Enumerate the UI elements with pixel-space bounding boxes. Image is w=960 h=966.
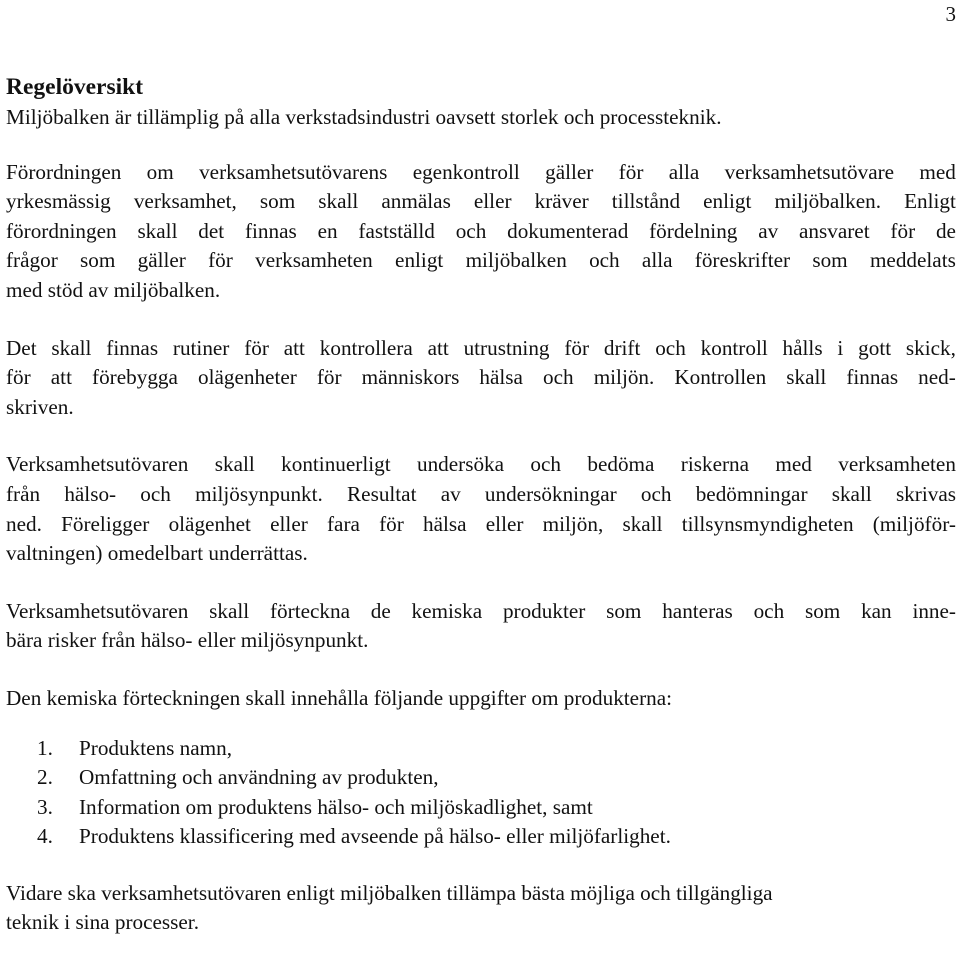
word: skrivas (895, 481, 956, 506)
intro-line: Miljöbalken är tillämplig på alla verkstadsindustri oavsett storlek och processteknik. (6, 105, 722, 129)
word: att (283, 335, 305, 360)
word: ansvaret (799, 218, 870, 243)
word: de (370, 598, 391, 623)
word: verksamhetsutövarens (199, 159, 388, 184)
text-line: valtningen) omedelbart underrättas. (6, 541, 308, 566)
word: förebygga (92, 365, 178, 390)
list-item-text: Omfattning och användning av produkten, (79, 765, 439, 790)
word: verksamheten (255, 248, 373, 273)
word: och (753, 598, 785, 623)
word: miljöbalken. (774, 189, 882, 214)
word: inne- (912, 598, 956, 623)
word: förteckna (269, 598, 350, 623)
paragraph-basta-teknik (6, 879, 956, 938)
word: som (80, 248, 116, 273)
text-line (6, 334, 956, 364)
word: från (6, 481, 41, 506)
list-item-text: Produktens klassificering med avseende på hälso- eller miljöfarlighet. (79, 824, 671, 849)
word: som (812, 248, 848, 273)
word: föreskrifter (694, 248, 791, 273)
word: rutiner (172, 335, 230, 360)
word: finnas (846, 365, 899, 390)
list-item (6, 822, 956, 852)
word: skick, (905, 335, 956, 360)
word: eller (270, 511, 308, 536)
word: Enligt (904, 189, 956, 214)
word: utrustning (463, 335, 550, 360)
word: hälsa (423, 511, 467, 536)
word: skall (318, 189, 359, 214)
list-item-number: 2. (37, 765, 53, 790)
word: i (837, 335, 844, 360)
word: Kontrollen (674, 365, 767, 390)
product-info-list (6, 734, 956, 852)
list-item-number: 3. (37, 794, 53, 819)
word: ned. (6, 511, 42, 536)
word: Verksamhetsutövaren (6, 598, 189, 623)
word: gäller (545, 159, 594, 184)
word: miljön, (542, 511, 604, 536)
paragraph-kemiska-produkter (6, 597, 956, 656)
word: fastställd (358, 218, 435, 243)
text-line (6, 480, 956, 510)
text-line (6, 597, 956, 627)
text-line (6, 246, 956, 276)
text-line (6, 158, 956, 188)
word: undersöka (416, 452, 505, 477)
text-line (6, 510, 956, 540)
word: kontroll (700, 335, 768, 360)
word: verksamheten (838, 452, 956, 477)
word: alla (641, 248, 673, 273)
list-item-number: 4. (37, 824, 53, 849)
word: av (758, 218, 779, 243)
word: för (208, 248, 233, 273)
word: yrkesmässig (6, 189, 111, 214)
word: kan (861, 598, 892, 623)
word: verksamhetsutövare (724, 159, 895, 184)
word: bedöma (587, 452, 655, 477)
word: fördelning (649, 218, 738, 243)
word: hälsa (479, 365, 523, 390)
list-item (6, 793, 956, 823)
word: och (640, 481, 672, 506)
word: kräver (534, 189, 589, 214)
word: skall (51, 335, 92, 360)
word: att (50, 365, 72, 390)
paragraph-forteckning (6, 684, 956, 714)
word: och (655, 335, 686, 360)
word: hanteras (662, 598, 733, 623)
word: riskerna (680, 452, 750, 477)
word: som (804, 598, 841, 623)
word: miljön. (593, 365, 655, 390)
word: de (935, 218, 956, 243)
word: skall (831, 481, 872, 506)
word: undersökningar (484, 481, 617, 506)
text-line: Vidare ska verksamhetsutövaren enligt miljöbalken tillämpa bästa möjliga och tillgängliga (6, 880, 773, 905)
word: och (455, 218, 487, 243)
word: Det (6, 335, 37, 360)
word: enligt (703, 189, 752, 214)
word: gäller (137, 248, 186, 273)
word: enligt (395, 248, 444, 273)
word: skall (622, 511, 663, 536)
paragraph-egenkontroll (6, 158, 956, 306)
word: det (198, 218, 225, 243)
word: bedömningar (695, 481, 808, 506)
word: meddelats (869, 248, 956, 273)
text-line (6, 363, 956, 393)
word: Resultat (347, 481, 417, 506)
word: drift (603, 335, 641, 360)
text-line: med stöd av miljöbalken. (6, 277, 221, 302)
word: produkter (502, 598, 586, 623)
word: för (316, 365, 342, 390)
word: skall (214, 452, 255, 477)
word: för (6, 365, 31, 390)
word: tillsynsmyndigheten (681, 511, 854, 536)
word: miljösynpunkt. (195, 481, 323, 506)
word: och (543, 365, 574, 390)
word: för (564, 335, 590, 360)
text-line (6, 217, 956, 247)
text-line: teknik i sina processer. (6, 910, 199, 935)
word: ned- (918, 365, 956, 390)
word: människors (361, 365, 460, 390)
word: skall (137, 218, 178, 243)
word: (miljöför- (872, 511, 956, 536)
word: och (140, 481, 171, 506)
word: finnas (106, 335, 159, 360)
list-item-text: Produktens namn, (79, 735, 233, 760)
word: med (919, 159, 956, 184)
paragraph-risker (6, 450, 956, 568)
word: Förordningen (6, 159, 122, 184)
word: för (890, 218, 916, 243)
word: olägenhet (168, 511, 251, 536)
word: kontrollera (319, 335, 413, 360)
word: hälso- (64, 481, 117, 506)
page-number: 3 (945, 2, 956, 26)
word: skall (209, 598, 250, 623)
word: Föreligger (61, 511, 150, 536)
word: verksamhet, (133, 189, 237, 214)
word: kemiska (411, 598, 483, 623)
word: kontinuerligt (281, 452, 391, 477)
word: för (244, 335, 269, 360)
word: alla (668, 159, 700, 184)
word: en (317, 218, 338, 243)
word: som (259, 189, 296, 214)
word: anmälas (381, 189, 451, 214)
word: för (379, 511, 404, 536)
text-line (6, 450, 956, 480)
word: skall (786, 365, 827, 390)
word: att (427, 335, 449, 360)
word: gott (858, 335, 892, 360)
section-heading: Regelöversikt (6, 74, 144, 100)
text-line: bära risker från hälso- eller miljösynpunkt. (6, 628, 369, 653)
word: och (530, 452, 561, 477)
text-line (6, 187, 956, 217)
list-item-text: Information om produktens hälso- och miljöskadlighet, samt (79, 794, 593, 819)
text-line: skriven. (6, 394, 74, 419)
word: egenkontroll (412, 159, 520, 184)
word: finnas (244, 218, 297, 243)
list-item-number: 1. (37, 735, 53, 760)
list-item (6, 763, 956, 793)
word: frågor (6, 248, 58, 273)
word: dokumenterad (507, 218, 629, 243)
list-item (6, 734, 956, 764)
word: Verksamhetsutövaren (6, 452, 189, 477)
word: och (589, 248, 620, 273)
word: av (440, 481, 461, 506)
text-line: Den kemiska förteckningen skall innehålla följande uppgifter om produkterna: (6, 685, 673, 710)
word: olägenheter (197, 365, 297, 390)
paragraph-rutiner (6, 334, 956, 423)
word: miljöbalken (465, 248, 567, 273)
word: om (146, 159, 174, 184)
word: eller (473, 189, 512, 214)
word: för (618, 159, 644, 184)
word: med (775, 452, 812, 477)
word: fara (326, 511, 360, 536)
word: hålls (782, 335, 823, 360)
word: tillstånd (611, 189, 681, 214)
word: eller (485, 511, 524, 536)
document-body (6, 72, 956, 966)
word: som (606, 598, 642, 623)
word: förordningen (6, 218, 117, 243)
